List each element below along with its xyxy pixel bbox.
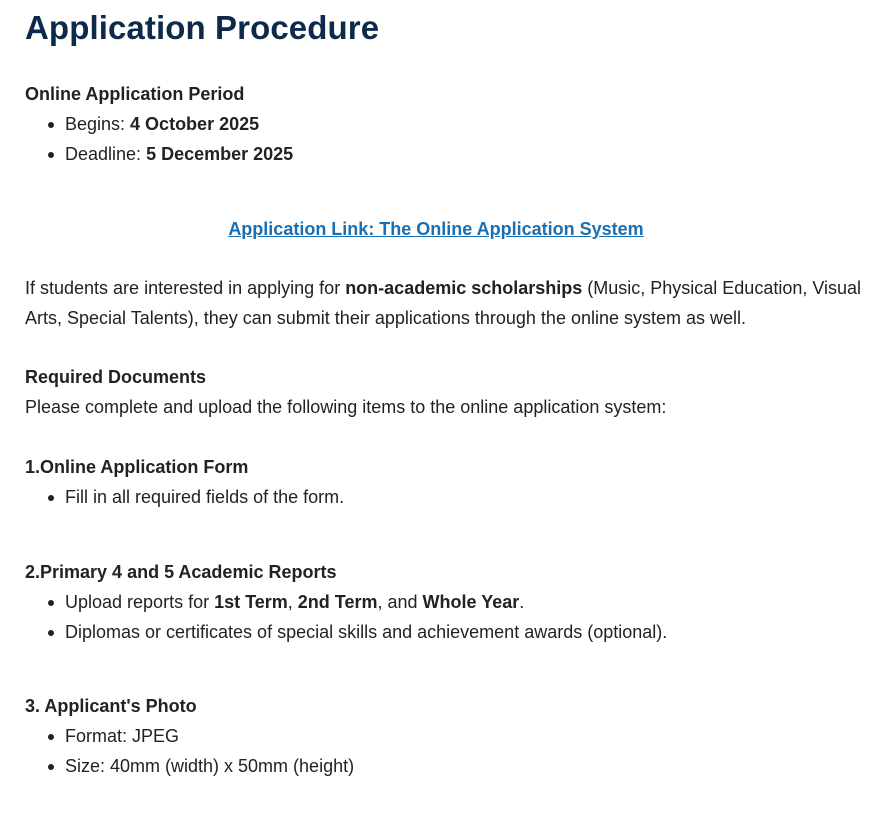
separator: , and bbox=[377, 592, 423, 612]
photo-list bbox=[25, 721, 354, 781]
list-item-begins bbox=[25, 109, 293, 139]
deadline-date: 5 December 2025 bbox=[146, 144, 294, 164]
begins-date: 4 October 2025 bbox=[130, 114, 260, 134]
list-item-format: Format: JPEG bbox=[25, 721, 354, 751]
application-system-link[interactable]: Application Link: The Online Application System bbox=[228, 219, 644, 239]
reports-list bbox=[25, 587, 667, 647]
term-1st: 1st Term bbox=[214, 592, 288, 612]
application-link-row bbox=[0, 214, 872, 244]
form-list bbox=[25, 482, 344, 512]
upload-reports-text: Upload reports for bbox=[65, 592, 215, 612]
reports-heading: 2.Primary 4 and 5 Academic Reports bbox=[25, 562, 337, 582]
photo-section bbox=[25, 691, 354, 781]
non-academic-paragraph bbox=[25, 273, 870, 333]
non-academic-text-after: (Music, Physical Education, Visual Arts, Special Talents), they can submit their applications through the online system as well. bbox=[25, 278, 862, 328]
photo-heading: 3. Applicant's Photo bbox=[25, 696, 197, 716]
page-title: Application Procedure bbox=[25, 9, 380, 46]
form-section bbox=[25, 452, 344, 512]
separator: , bbox=[287, 592, 298, 612]
term-2nd: 2nd Term bbox=[297, 592, 378, 612]
application-period-list bbox=[25, 109, 293, 169]
period-mark: . bbox=[519, 592, 525, 612]
application-period-section bbox=[25, 79, 293, 169]
required-documents-intro: Please complete and upload the following items to the online application system: bbox=[25, 397, 667, 417]
list-item-upload-reports bbox=[25, 587, 667, 617]
non-academic-emphasis: non-academic scholarships bbox=[345, 278, 583, 298]
list-item-diplomas: Diplomas or certificates of special skills and achievement awards (optional). bbox=[25, 617, 667, 647]
form-heading: 1.Online Application Form bbox=[25, 457, 249, 477]
required-documents-section bbox=[25, 362, 666, 422]
list-item-deadline bbox=[25, 139, 293, 169]
deadline-label: Deadline: bbox=[65, 144, 147, 164]
term-whole-year: Whole Year bbox=[422, 592, 520, 612]
required-documents-heading: Required Documents bbox=[25, 367, 207, 387]
begins-label: Begins: bbox=[65, 114, 131, 134]
reports-section bbox=[25, 557, 667, 647]
application-period-heading: Online Application Period bbox=[25, 84, 245, 104]
non-academic-text-before: If students are interested in applying for bbox=[25, 278, 346, 298]
list-item: Fill in all required fields of the form. bbox=[25, 482, 344, 512]
list-item-size: Size: 40mm (width) x 50mm (height) bbox=[25, 751, 354, 781]
